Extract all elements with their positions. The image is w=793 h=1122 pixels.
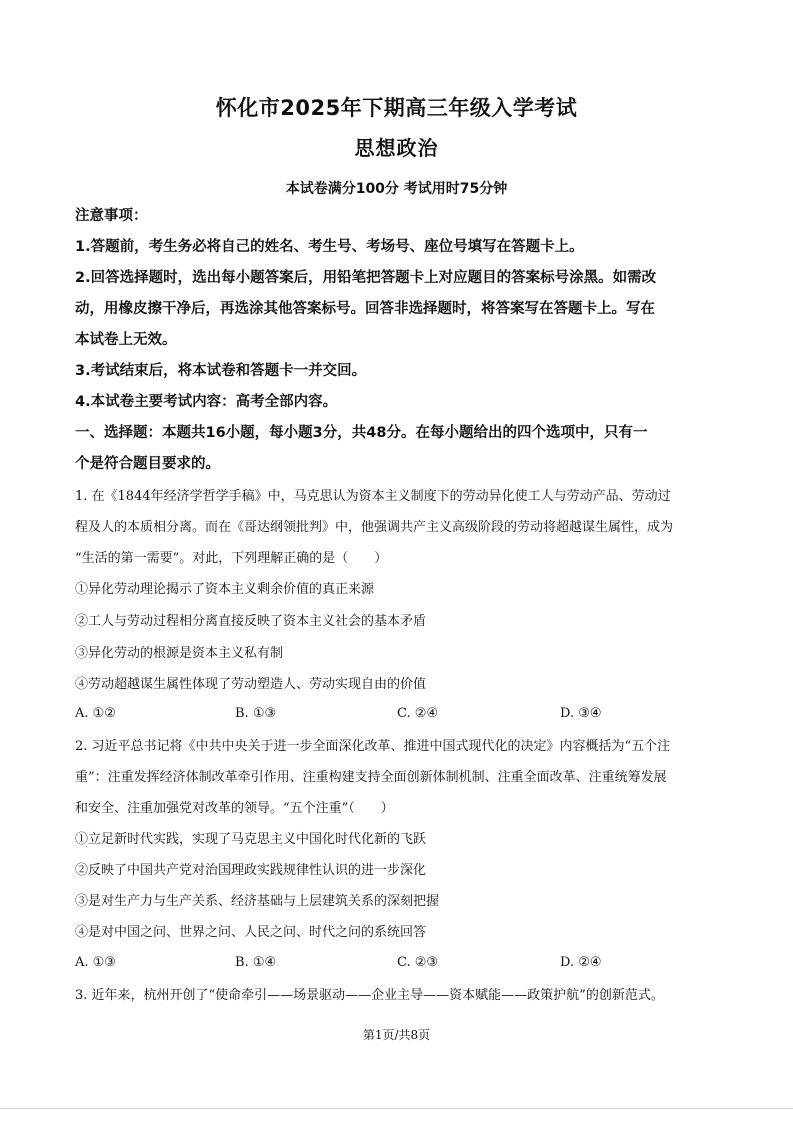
notice-heading: 注意事项： <box>75 208 148 224</box>
question-2-options <box>75 955 725 975</box>
page-number: 第1页/共8页 <box>362 1028 431 1042</box>
question-1-statement-2: ②工人与劳动过程相分离直接反映了资本主义社会的基本矛盾 <box>75 614 427 629</box>
question-2-option-c: C. ②③ <box>397 955 439 970</box>
section-heading-line-1: 一、选择题：本题共16小题，每小题3分，共48分。在每小题给出的四个选项中，只有一 <box>75 425 648 441</box>
question-2-statement-4: ④是对中国之问、世界之问、人民之问、时代之问的系统回答 <box>75 925 427 940</box>
notice-item-2-line-2: 动，用橡皮擦干净后，再选涂其他答案标号。回答非选择题时，将答案写在答题卡上。写在 <box>75 301 655 317</box>
question-1-option-a: A. ①② <box>75 706 116 721</box>
question-1-stem-line-2: 程及人的本质相分离。而在《哥达纲领批判》中，他强调共产主义高级阶段的劳动将超越谋生属性，成为 <box>75 520 674 535</box>
page-bottom-divider <box>0 1108 793 1109</box>
question-2-option-a: A. ①③ <box>75 955 116 970</box>
section-heading-line-2: 个是符合题目要求的。 <box>75 456 220 472</box>
exam-title: 怀化市2025年下期高三年级入学考试 <box>215 96 578 120</box>
question-2-stem-line-1: 2. 习近平总书记将《中共中央关于进一步全面深化改革、推进中国式现代化的决定》内容概括为“五个注 <box>75 739 671 754</box>
question-2-stem-line-2: 重”：注重发挥经济体制改革牵引作用、注重构建支持全面创新体制机制、注重全面改革、注重统筹发展 <box>75 770 667 785</box>
question-1-statement-4: ④劳动超越谋生属性体现了劳动塑造人、劳动实现自由的价值 <box>75 677 427 692</box>
question-1-stem-line-1: 1. 在《1844年经济学哲学手稿》中，马克思认为资本主义制度下的劳动异化使工人与劳动产品、劳动过 <box>75 489 671 504</box>
question-2-statement-2: ②反映了中国共产党对治国理政实践规律性认识的进一步深化 <box>75 863 427 878</box>
question-2-statement-3: ③是对生产力与生产关系、经济基础与上层建筑关系的深刻把握 <box>75 894 440 909</box>
exam-info: 本试卷满分100分 考试用时75分钟 <box>285 181 508 197</box>
question-2-stem-line-3: 和安全、注重加强党对改革的领导。“五个注重”（ ） <box>75 801 394 816</box>
question-1-option-c: C. ②④ <box>397 706 439 721</box>
notice-item-4: 4.本试卷主要考试内容：高考全部内容。 <box>75 394 338 410</box>
question-1-stem-line-3: “生活的第一需要”。对此，下列理解正确的是（ ） <box>75 551 388 566</box>
question-2-statement-1: ①立足新时代实践，实现了马克思主义中国化时代化新的飞跃 <box>75 832 427 847</box>
question-1-option-b: B. ①③ <box>235 706 277 721</box>
subject-title: 思想政治 <box>354 136 439 160</box>
notice-item-3: 3.考试结束后，将本试卷和答题卡一并交回。 <box>75 363 367 379</box>
question-3-stem-line-1: 3. 近年来，杭州开创了“使命牵引——场景驱动——企业主导——资本赋能——政策护航”的创新范式。 <box>75 988 664 1003</box>
question-1-statement-1: ①异化劳动理论揭示了资本主义剩余价值的真正来源 <box>75 582 375 597</box>
notice-item-1: 1.答题前，考生务必将自己的姓名、考生号、考场号、座位号填写在答题卡上。 <box>75 239 584 255</box>
question-1-options <box>75 706 725 726</box>
notice-item-2-line-3: 本试卷上无效。 <box>75 332 177 348</box>
notice-item-2-line-1: 2.回答选择题时，选出每小题答案后，用铅笔把答题卡上对应题目的答案标号涂黑。如需改 <box>75 270 657 286</box>
question-1-option-d: D. ③④ <box>560 706 602 721</box>
question-2-option-b: B. ①④ <box>235 955 277 970</box>
question-1-statement-3: ③异化劳动的根源是资本主义私有制 <box>75 646 284 661</box>
question-2-option-d: D. ②④ <box>560 955 602 970</box>
